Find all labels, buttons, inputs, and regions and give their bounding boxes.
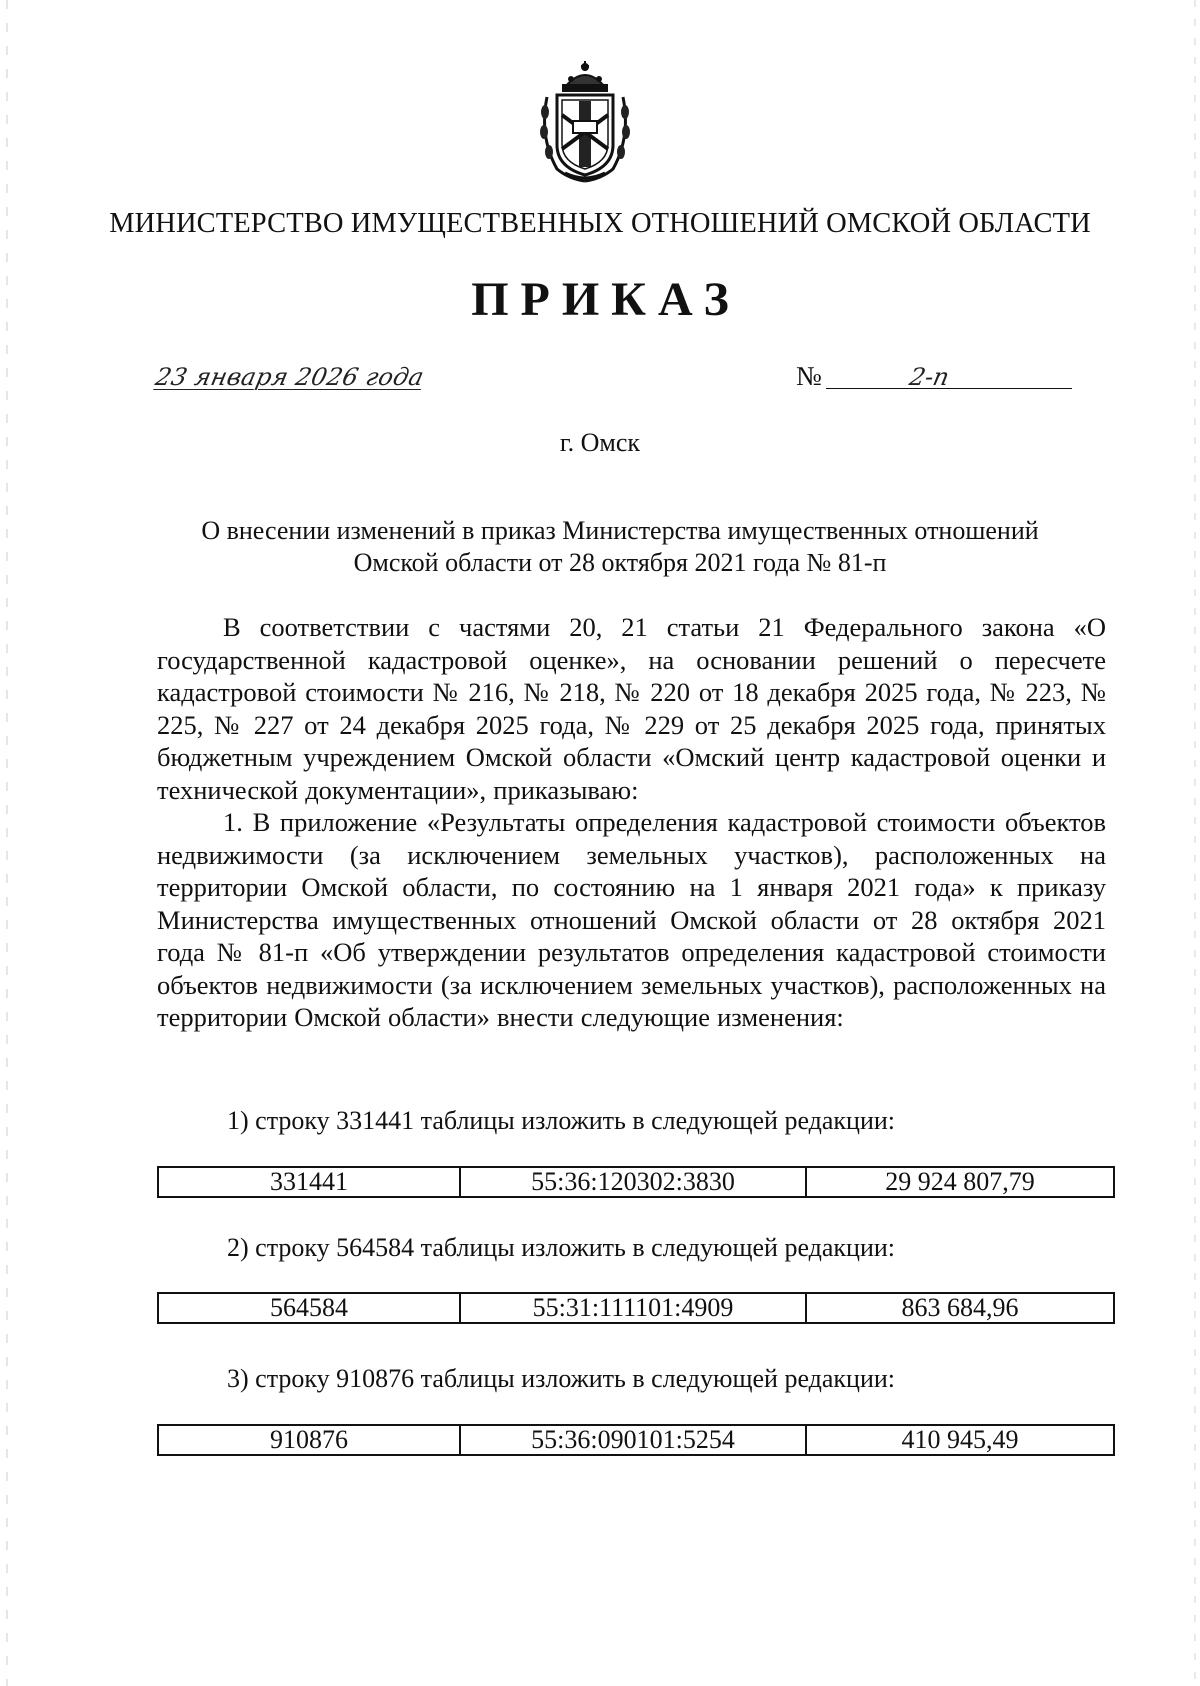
cadastral-number-cell: 55:36:120302:3830 xyxy=(460,1167,806,1197)
cadastral-number-cell: 55:31:111101:4909 xyxy=(460,1293,806,1323)
scan-edge-right xyxy=(1194,0,1196,1686)
clause-1-paragraph: 1. В приложение «Результаты определения кадастровой стоимости объектов недвижимости (за исключением земельных участков), расположенных на территории Омской области, по состоянию на 1 января 2021 года» к приказу Министерства имущественных отношений Омской области от 28 октября 2021 года № 81-п «Об утверждении результатов определения кадастровой стоимости объектов недвижимости (за исключением земельных участков), расположенных на территории Омской области» внести следующие изменения: xyxy=(157,807,1106,1032)
item-3-label: 3) строку 910876 таблицы изложить в следующей редакции: xyxy=(227,1364,896,1393)
cadastral-value-cell: 410 945,49 xyxy=(806,1425,1114,1455)
cadastral-value-cell: 29 924 807,79 xyxy=(806,1167,1114,1197)
subject-line-2: Омской области от 28 октября 2021 года № 81-п xyxy=(353,548,887,577)
cadastral-number-cell: 55:36:090101:5254 xyxy=(460,1425,806,1455)
row-number-cell: 564584 xyxy=(158,1293,460,1323)
city-label: г. Омск xyxy=(559,428,641,457)
table-row xyxy=(158,1425,1114,1455)
omsk-region-coat-of-arms-icon xyxy=(535,57,635,185)
item-2-label: 2) строку 564584 таблицы изложить в следующей редакции: xyxy=(227,1233,896,1262)
handwritten-order-number: 2-п xyxy=(907,363,952,391)
scan-edge-left xyxy=(6,0,8,1686)
table-row xyxy=(158,1167,1114,1197)
row-number-cell: 331441 xyxy=(158,1167,460,1197)
cadastral-value-cell: 863 684,96 xyxy=(806,1293,1114,1323)
order-number-label: № xyxy=(796,361,822,391)
item-1-table xyxy=(157,1166,1115,1198)
subject-line-1: О внесении изменений в приказ Министерства имущественных отношений xyxy=(201,516,1039,545)
order-number-underline xyxy=(826,388,1072,389)
document-type-title: ПРИКАЗ xyxy=(471,273,741,326)
order-body xyxy=(157,611,1106,1034)
order-subject xyxy=(140,515,1100,579)
handwritten-date: 23 января 2026 года xyxy=(153,363,427,391)
preamble-paragraph: В соответствии с частями 20, 21 статьи 21 Федерального закона «О государственной кадастровой оценке», на основании решений о пересчете кадастровой стоимости № 216, № 218, № 220 от 18 декабря 2025 года, № 223, № 225, № 227 от 24 декабря 2025 года, № 229 от 25 декабря 2025 года, принятых бюджетным учреждением Омской области «Омский центр кадастровой оценки и технической документации», приказываю: xyxy=(157,612,1106,805)
table-row xyxy=(158,1293,1114,1323)
item-2-table xyxy=(157,1292,1115,1324)
ministry-name: МИНИСТЕРСТВО ИМУЩЕСТВЕННЫХ ОТНОШЕНИЙ ОМСКОЙ ОБЛАСТИ xyxy=(109,208,1091,239)
item-1-label: 1) строку 331441 таблицы изложить в следующей редакции: xyxy=(227,1106,896,1135)
row-number-cell: 910876 xyxy=(158,1425,460,1455)
item-3-table xyxy=(157,1424,1115,1456)
